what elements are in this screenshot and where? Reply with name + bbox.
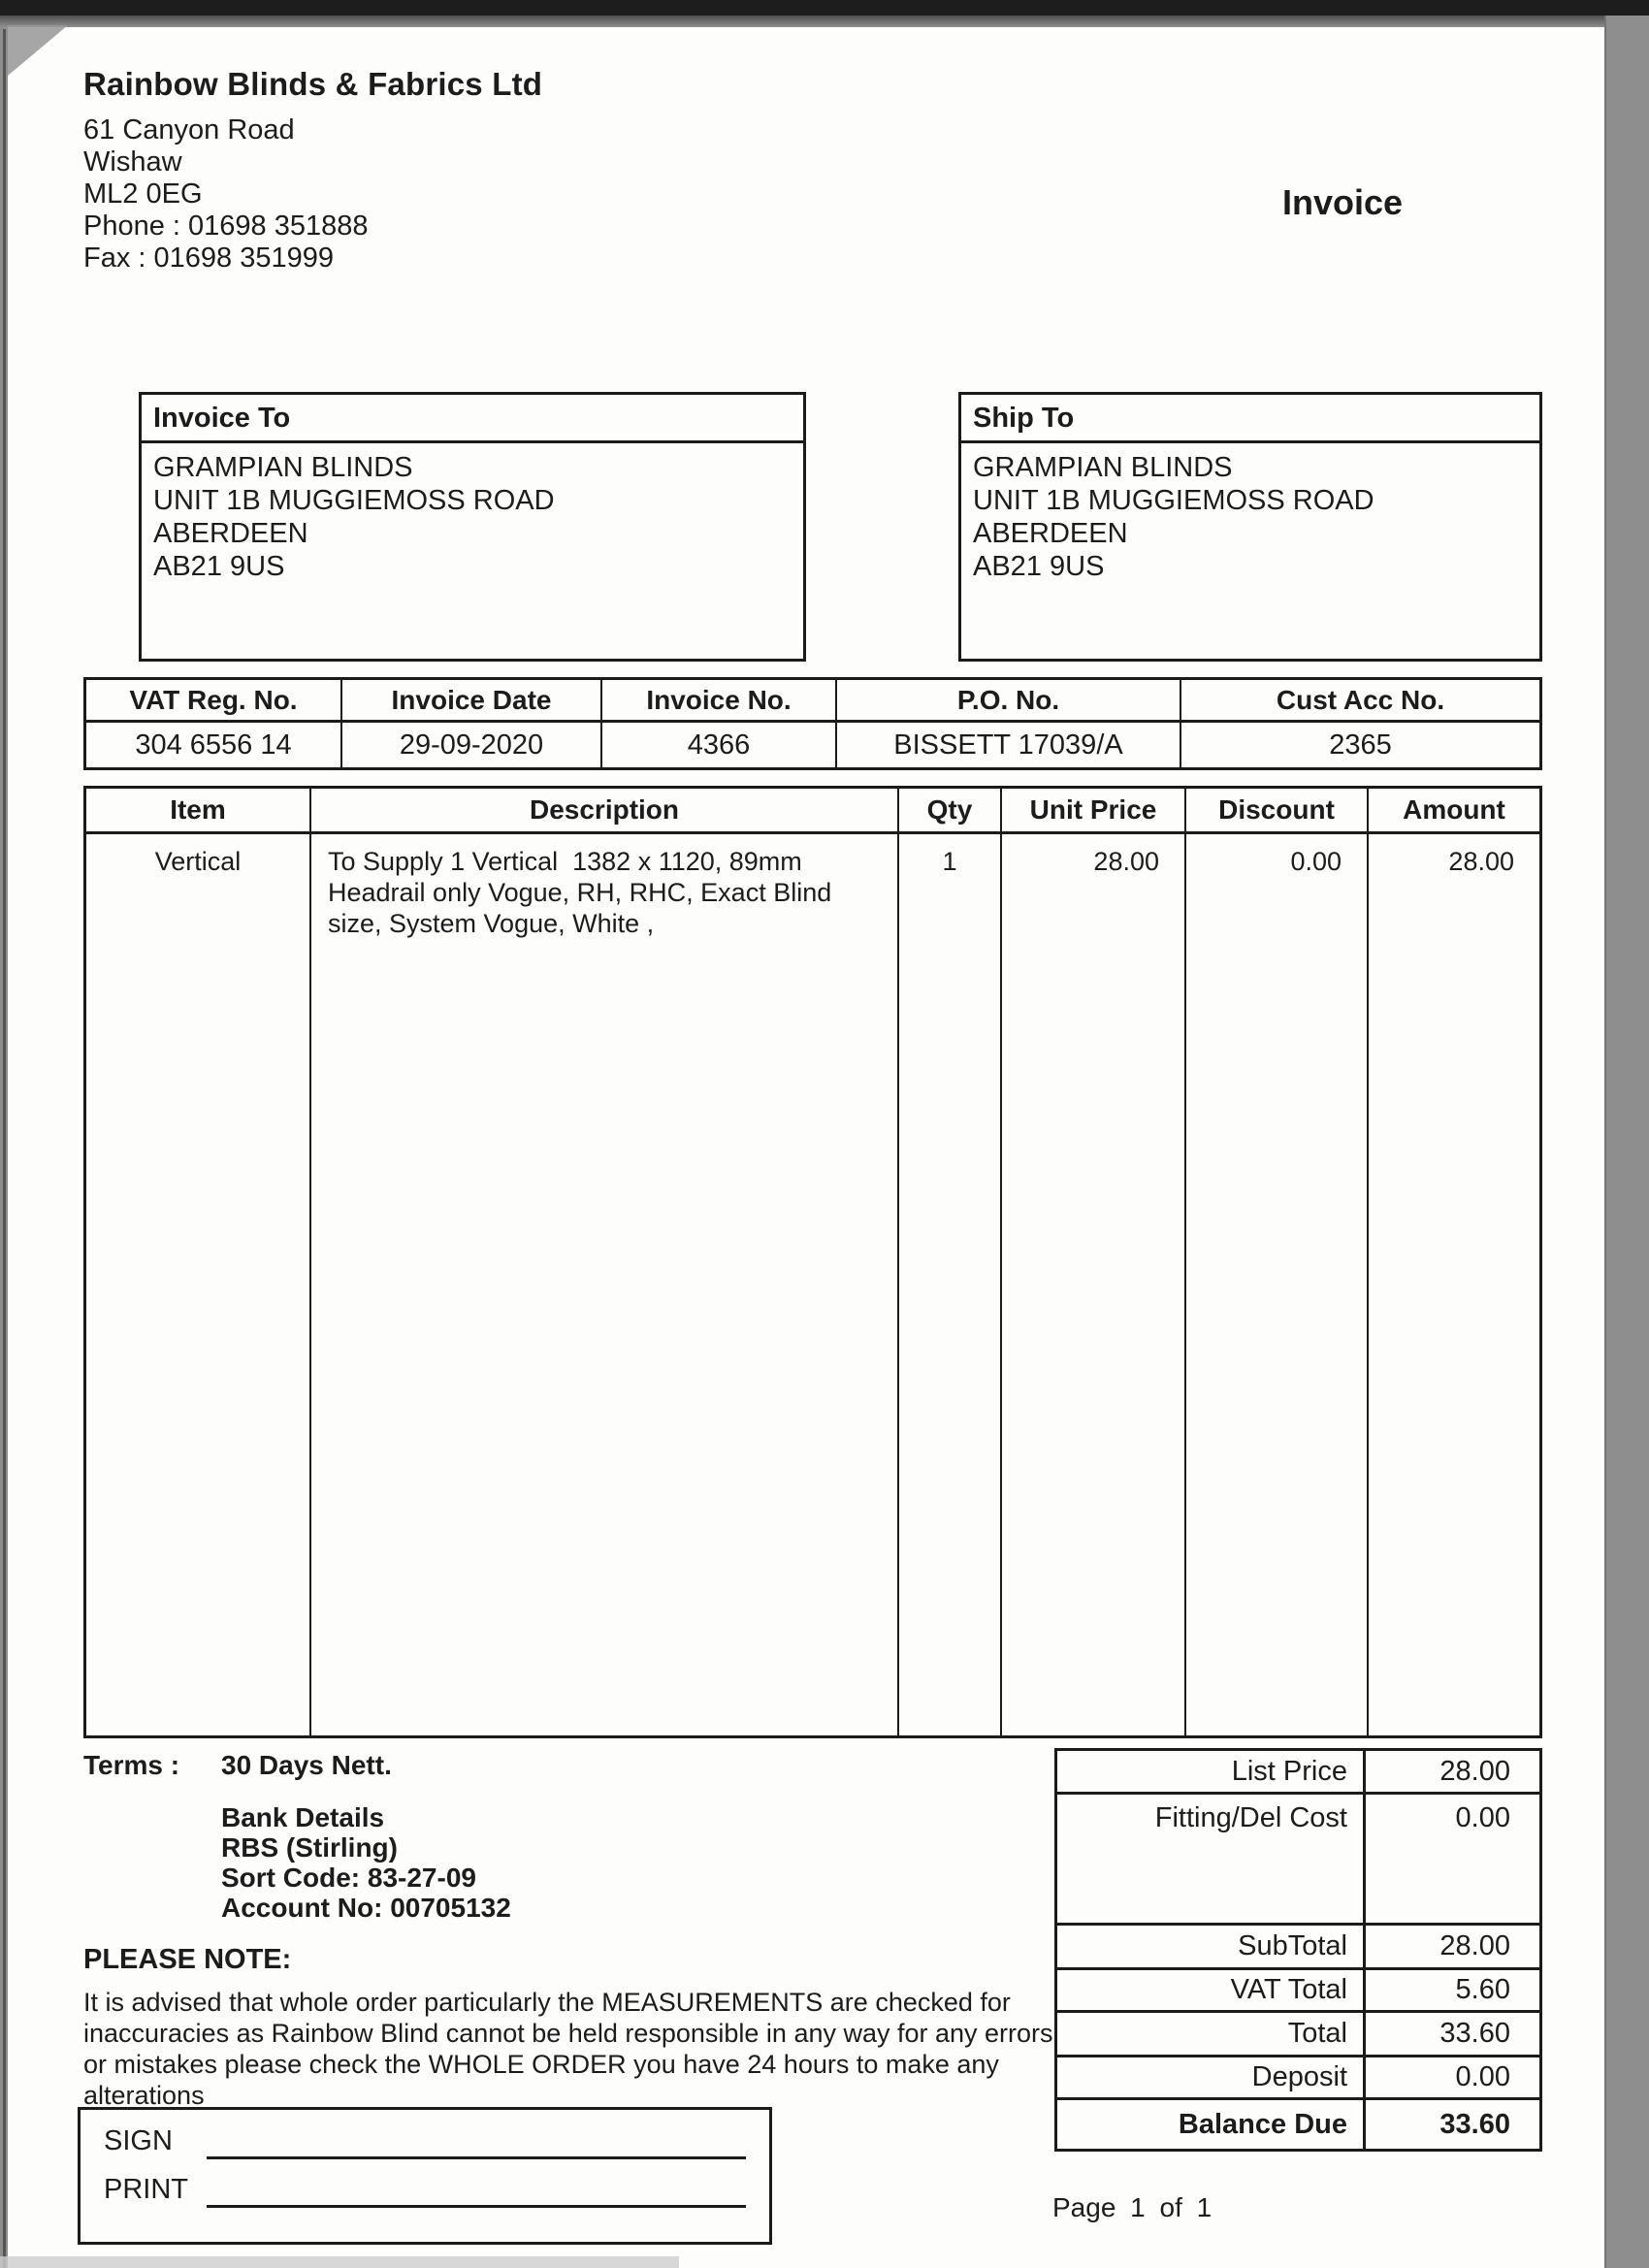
invoice-to-line: GRAMPIAN BLINDS [153,452,413,483]
item-cell-discount: 0.00 [1290,847,1342,876]
print-label: PRINT [104,2174,188,2205]
items-header-item: Item [86,789,309,834]
invoice-to-box [139,392,806,662]
items-header-description: Description [311,789,897,834]
meta-header-invoice-no: Invoice No. [602,680,835,723]
item-cell-amount: 28.00 [1448,847,1514,876]
company-name: Rainbow Blinds & Fabrics Ltd [83,66,543,102]
item-cell-unit-price: 28.00 [1093,847,1159,876]
items-header-unit-price: Unit Price [1002,789,1184,834]
meta-value-vat-reg: 304 6556 14 [135,729,292,761]
meta-header-invoice-date: Invoice Date [342,680,600,723]
items-col-qty [899,789,1002,1735]
terms-value: 30 Days Nett. [221,1750,392,1780]
meta-header-po-no: P.O. No. [837,680,1180,723]
ship-to-line: UNIT 1B MUGGIEMOSS ROAD [973,485,1374,516]
meta-value-cust-acc: 2365 [1329,729,1392,761]
totals-value: 33.60 [1439,2108,1510,2140]
company-address-line2: Wishaw [83,146,182,178]
invoice-to-address [142,443,803,591]
terms-label: Terms : [83,1750,180,1780]
bank-account-no: Account No: 00705132 [221,1893,511,1923]
totals-row-vat-total [1057,1970,1539,2013]
scan-bottom-streak-artifact [0,2256,679,2268]
totals-value: 28.00 [1439,1930,1510,1961]
totals-value: 5.60 [1455,1974,1510,2005]
items-col-discount [1186,789,1369,1735]
ship-to-line: GRAMPIAN BLINDS [973,452,1233,483]
items-col-description [311,789,899,1735]
ship-to-address [961,443,1539,591]
sign-label: SIGN [104,2125,173,2156]
items-header-qty: Qty [899,789,1000,834]
scan-left-edge-line [3,29,6,2268]
totals-label: Total [1057,2013,1366,2055]
meta-header-cust-acc: Cust Acc No. [1181,680,1539,723]
invoice-meta-table [83,677,1542,770]
totals-label: List Price [1057,1751,1366,1792]
totals-label: Deposit [1057,2057,1366,2097]
meta-value-invoice-no: 4366 [687,729,751,761]
totals-value: 0.00 [1455,1802,1510,1833]
invoice-to-line: UNIT 1B MUGGIEMOSS ROAD [153,485,555,516]
totals-row-deposit [1057,2057,1539,2100]
company-phone: Phone : 01698 351888 [83,211,369,242]
please-note-body: It is advised that whole order particularly the MEASUREMENTS are checked for inaccuracies as Rainbow Blind cannot be held responsible in any way for any errors or mistakes please check the WHOLE ORDER you have 24 hours to make any alterations [83,1988,1053,2110]
item-cell-description-wrap [311,834,897,1735]
meta-col-po-no [837,680,1181,767]
totals-label: Fitting/Del Cost [1057,1795,1366,1923]
item-cell-item: Vertical [154,847,242,876]
bank-details-block [221,1802,511,1923]
items-header-discount: Discount [1186,789,1367,834]
meta-value-po-no: BISSETT 17039/A [893,729,1123,761]
meta-col-invoice-date [342,680,602,767]
invoice-to-label: Invoice To [142,395,803,443]
totals-row-balance-due [1057,2100,1539,2149]
ship-to-label: Ship To [961,395,1539,443]
totals-row-total [1057,2013,1539,2057]
totals-label: VAT Total [1057,1970,1366,2010]
items-col-item [86,789,311,1735]
meta-col-invoice-no [602,680,837,767]
item-cell-description: To Supply 1 Vertical 1382 x 1120, 89mm Headrail only Vogue, RH, RHC, Exact Blind size, System Vogue, White , [328,847,839,938]
meta-col-vat-reg [86,680,342,767]
items-col-amount [1369,789,1539,1735]
ship-to-line: AB21 9US [973,551,1105,582]
totals-row-subtotal [1057,1926,1539,1970]
totals-row-fitting-del [1057,1795,1539,1926]
line-items-table [83,786,1542,1738]
bank-name: RBS (Stirling) [221,1832,398,1863]
items-col-unit-price [1002,789,1186,1735]
bank-details-heading: Bank Details [221,1802,385,1832]
company-address-line1: 61 Canyon Road [83,114,295,146]
items-header-amount: Amount [1369,789,1539,834]
scan-right-edge-artifact [1604,16,1649,2268]
ship-to-box [958,392,1542,662]
print-line [207,2205,746,2208]
signature-box [78,2107,772,2245]
ship-to-line: ABERDEEN [973,518,1128,549]
document-title: Invoice [1282,182,1404,222]
invoice-to-line: ABERDEEN [153,518,308,549]
scan-top-gray-artifact [0,16,1649,27]
item-cell-qty: 1 [942,847,957,876]
invoice-to-line: AB21 9US [153,551,285,582]
totals-value: 28.00 [1439,1755,1510,1787]
scan-corner-fold-artifact [8,25,68,76]
meta-col-cust-acc [1181,680,1539,767]
totals-row-list-price [1057,1751,1539,1795]
bank-sort-code: Sort Code: 83-27-09 [221,1863,476,1893]
totals-box [1054,1748,1542,2152]
totals-label: Balance Due [1057,2100,1366,2149]
meta-value-invoice-date: 29-09-2020 [399,729,544,761]
company-address-line3: ML2 0EG [83,178,203,210]
sign-line [207,2156,746,2159]
page-number: Page 1 of 1 [1052,2192,1212,2222]
totals-value: 0.00 [1455,2061,1510,2092]
scan-top-bar-artifact [0,0,1649,16]
meta-header-vat-reg: VAT Reg. No. [86,680,340,723]
company-fax: Fax : 01698 351999 [83,243,334,274]
totals-value: 33.60 [1439,2018,1510,2049]
please-note-heading: PLEASE NOTE: [83,1944,292,1975]
totals-label: SubTotal [1057,1926,1366,1967]
